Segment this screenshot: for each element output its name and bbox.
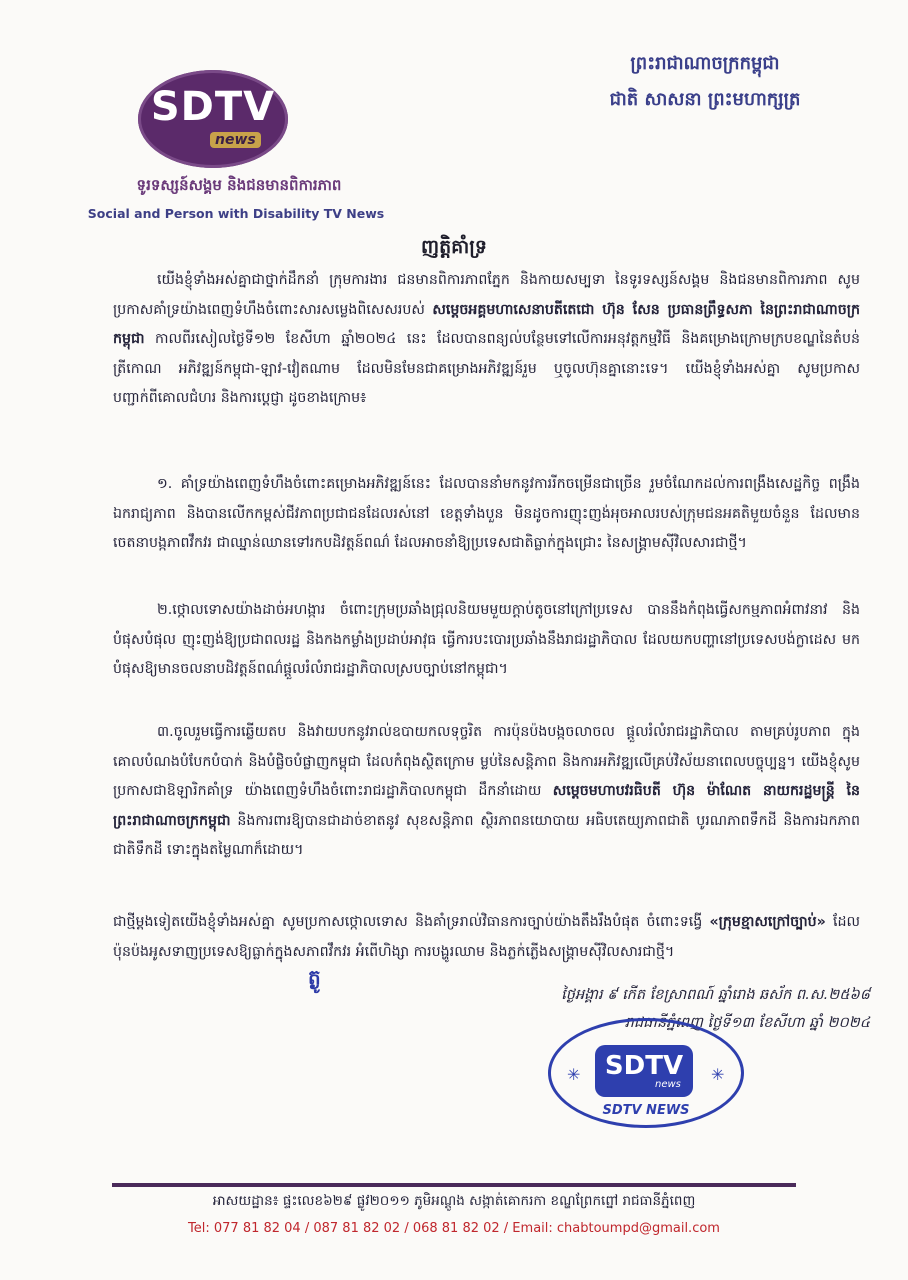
point-3-text-bold: សម្តេចមហាបវរធិបតី ហ៊ុន ម៉ាណែត នាយករដ្ឋមន្ត្រី នៃព្រះរាជាណាចក្រកម្ពុជា — [113, 783, 860, 829]
closing-text-a: ជាថ្មីម្តងទៀតយើងខ្ញុំទាំងអស់គ្នា សូមប្រកាសថ្កោលទោស និងគាំទ្ររាល់វិធានការច្បាប់យ៉ាងតឹងរឹងបំផុត ចំពោះទង្វើ — [113, 914, 710, 930]
closing-text-b: ដែលប៉ុនប៉ងអូសទាញប្រទេសឱ្យធ្លាក់ក្នុងសភាពវឹកវរ អំពើហិង្សា ការបង្ហូរឈាម និងភ្លក់ភ្លើងសង្គ្រាមស៊ីវិលសារជាថ្មី។ — [113, 914, 860, 960]
org-name-khmer: ទូរទស្សន៍សង្គម និងជនមានពិការភាព — [136, 176, 342, 194]
kingdom-line-1: ព្រះរាជាណាចក្រកម្ពុជា — [630, 53, 780, 74]
stamp-logo-text: SDTV — [604, 1051, 684, 1081]
date-lunar: ថ្ងៃអង្គារ ៩ កើត ខែស្រាពណ៍ ឆ្នាំរោង ឆស័ក ព.ស.២៥៦៨ — [561, 987, 870, 1003]
stamp-logo-box — [595, 1045, 693, 1097]
sdtv-logo — [138, 70, 288, 168]
document-title: ញត្តិគាំទ្រ — [421, 236, 487, 258]
footer-contact: Tel: 077 81 82 04 / 087 81 82 02 / 068 81 82 02 / Email: chabtoumpd@gmail.com — [188, 1221, 720, 1236]
org-name-english: Social and Person with Disability TV News — [87, 206, 385, 221]
logo-text: SDTV — [150, 84, 276, 130]
footer-divider — [112, 1183, 796, 1187]
stamp-star-left-icon: ✳ — [567, 1065, 581, 1084]
intro-paragraph — [113, 266, 860, 414]
intro-text-a: យើងខ្ញុំទាំងអស់គ្នាជាថ្នាក់ដឹកនាំ ក្រុមការងារ ជនមានពិការភាពភ្នែក និងកាយសម្បទា នៃទូរទស្សន៍សង្គម និងជនមានពិការភាព សូមប្រកាសគាំទ្រយ៉ាងពេញទំហឹងចំពោះសារសម្លេងពិសេសរបស់ — [113, 272, 860, 318]
point-3-paragraph — [113, 718, 860, 866]
footer-address: អាសយដ្ឋាន៖ ផ្ទះលេខ៦២៩ ផ្លូវ២០១១ ភូមិអណ្តូង សង្កាត់គោករកា ខណ្ឌព្រែកព្នៅ រាជធានីភ្នំពេញ — [212, 1193, 696, 1209]
closing-paragraph — [113, 908, 860, 967]
logo-news-tag: news — [210, 132, 261, 148]
point-3-text-b: និងការពារឱ្យបានជាដាច់ខាតនូវ សុខសន្តិភាព ស្ថិរភាពនយោបាយ អធិបតេយ្យភាពជាតិ បូរណភាពទឹកដី និងការឯកភាពជាតិទឹកដី ទោះក្នុងតម្លៃណាក៏ដោយ។ — [113, 812, 860, 858]
stamp-logo-news: news — [655, 1079, 681, 1090]
point-2-paragraph: ២.ថ្កោលទោសយ៉ាងដាច់អហង្ការ ចំពោះក្រុមប្រឆាំងជ្រុលនិយមមួយក្តាប់តូចនៅក្រៅប្រទេស បាននឹងកំពុងធ្វើសកម្មភាពអំពាវនាវ និងបំផុសបំផុល ញុះញង់ឱ្យប្រជាពលរដ្ឋ និងកងកម្លាំងប្រដាប់អាវុធ ធ្វើការបះបោរប្រឆាំងនឹងរាជរដ្ឋាភិបាល ដែលយកបញ្ហានៅប្រទេសបង់ក្លាដេស មកបំផុសឱ្យមានចលនាបដិវត្តន៍ពណ៌ផ្តួលរំលំរាជរដ្ឋាភិបាលស្របច្បាប់នៅកម្ពុជា។ — [113, 602, 860, 677]
stamp-star-right-icon: ✳ — [711, 1065, 725, 1084]
intro-text-bold: សម្តេចអគ្គមហាសេនាបតីតេជោ ហ៊ុន សែន ប្រធានព្រឹទ្ធសភា នៃព្រះរាជាណាចក្រកម្ពុជា — [113, 301, 860, 347]
intro-text-b: កាលពីរសៀលថ្ងៃទី១២ ខែសីហា ឆ្នាំ២០២៤ នេះ ដែលបានពន្យល់បន្ថែមទៅលើការអនុវត្តកម្មវិធី និងគម្រោងក្រោមក្របខណ្ឌនៃតំបន់ត្រីកោណ អភិវឌ្ឍន៍កម្ពុជា-ឡាវ-វៀតណាម ដែលមិនមែនជាគម្រោងអភិវឌ្ឍន៍រួម ឬចូលហ៊ុនគ្នានោះទេ។ យើងខ្ញុំទាំងអស់គ្នា សូមប្រកាសបញ្ជាក់ពីគោលជំហរ និងការប្តេជ្ញា ដូចខាងក្រោម៖ — [113, 331, 860, 406]
closing-text-bold: «ក្រុមខ្មាសក្រៅច្បាប់» — [709, 914, 826, 930]
kingdom-motto — [560, 46, 850, 118]
stamp-ring-text: SDTV NEWS — [602, 1103, 690, 1118]
point-3-text-a: ៣.ចូលរួមធ្វើការឆ្លើយតប និងវាយបកនូវរាល់ឧបាយកលទុច្ចរិត ការប៉ុនប៉ងបង្កចលាចល ផ្តួលរំលំរាជរដ្ឋាភិបាល តាមគ្រប់រូបភាព ក្នុងគោលបំណងបំបែកបំបាក់ និងបំផ្លិចបំផ្លាញកម្ពុជា ដែលកំពុងស្ថិតក្រោម ម្លប់នៃសន្តិភាព និងការអភិវឌ្ឍលើគ្រប់វិស័យនាពេលបច្ចុប្បន្ន។ យើងខ្ញុំសូមប្រកាសជាឱឡារិកគាំទ្រ យ៉ាងពេញទំហឹងចំពោះរាជរដ្ឋាភិបាលកម្ពុជា ដឹកនាំដោយ — [113, 724, 860, 799]
point-1-paragraph: ១. គាំទ្រយ៉ាងពេញទំហឹងចំពោះគម្រោងអភិវឌ្ឍន៍នេះ ដែលបាននាំមកនូវការរីកចម្រើនជាច្រើន រួមចំណែកដល់ការពង្រឹងសេដ្ឋកិច្ច ពង្រឹងឯករាជ្យភាព និងបានលើកកម្ពស់ជីវភាពប្រជាជនដែលរស់នៅ ខេត្តទាំងបួន មិនដូចការញុះញង់អុចអាលរបស់ក្រុមជនអគតិមួយចំនួន ដែលមានចេតនាបង្កភាពវឹកវរ ជាឈ្នាន់ឈានទៅរកបដិវត្តន៍ពណ៌ ដែលអាចនាំឱ្យប្រទេសជាតិធ្លាក់ក្នុងជ្រោះ នៃសង្គ្រាមស៊ីវិលសារជាថ្មី។ — [113, 476, 860, 551]
kingdom-line-2: ជាតិ សាសនា ព្រះមហាក្សត្រ — [609, 89, 801, 110]
signature-mark: ត្ងូ — [308, 965, 321, 989]
official-stamp — [548, 1018, 744, 1128]
date-solar: រាជធានីភ្នំពេញ ថ្ងៃទី១៣ ខែសីហា ឆ្នាំ ២០២៤ — [624, 1015, 870, 1031]
